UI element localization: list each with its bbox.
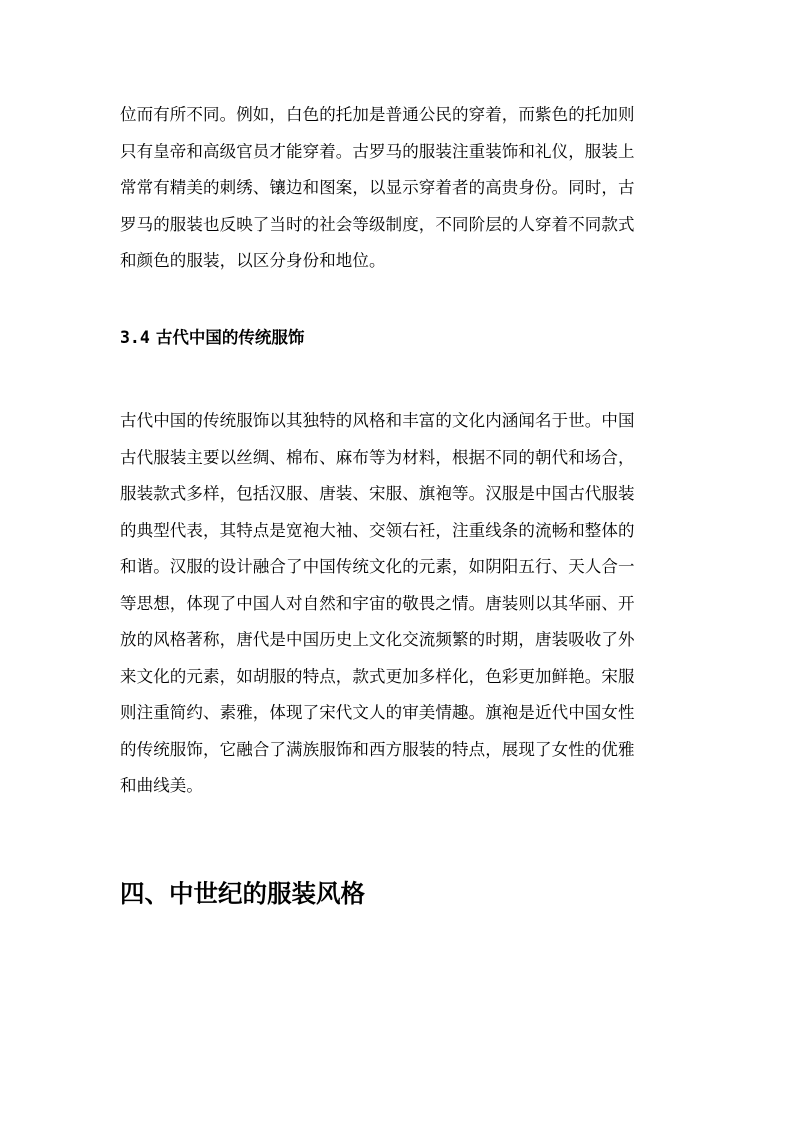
text-line: 只有皇帝和高级官员才能穿着。古罗马的服装注重装饰和礼仪，服装上	[120, 141, 635, 161]
paragraph-roman-clothing	[120, 97, 680, 280]
text-line: 常常有精美的刺绣、镶边和图案，以显示穿着者的高贵身份。同时，古	[120, 178, 635, 197]
text-line: 服装款式多样，包括汉服、唐装、宋服、旗袍等。汉服是中国古代服装	[120, 484, 635, 503]
text-line: 则注重简约、素雅，体现了宋代文人的审美情趣。旗袍是近代中国女性	[120, 703, 635, 722]
text-line: 和颜色的服装，以区分身份和地位。	[120, 251, 386, 270]
section-heading-3-4	[120, 324, 304, 352]
text-line: 和谐。汉服的设计融合了中国传统文化的元素，如阴阳五行、天人合一	[120, 557, 635, 576]
text-line: 古代中国的传统服饰以其独特的风格和丰富的文化内涵闻名于世。中国	[120, 411, 635, 430]
chapter-heading-4: 四、中世纪的服装风格	[120, 879, 365, 908]
text-line: 放的风格著称，唐代是中国历史上文化交流频繁的时期，唐装吸收了外	[120, 630, 635, 649]
paragraph-chinese-clothing	[120, 403, 680, 805]
text-line: 和曲线美。	[120, 776, 203, 795]
text-line: 的典型代表，其特点是宽袍大袖、交领右衽，注重线条的流畅和整体的	[120, 520, 635, 540]
text-line: 罗马的服装也反映了当时的社会等级制度，不同阶层的人穿着不同款式	[120, 214, 635, 234]
section-title: 古代中国的传统服饰	[155, 328, 305, 347]
text-line: 古代服装主要以丝绸、棉布、麻布等为材料，根据不同的朝代和场合，	[120, 447, 635, 467]
text-line: 来文化的元素，如胡服的特点，款式更加多样化，色彩更加鲜艳。宋服	[120, 666, 635, 686]
text-line: 位而有所不同。例如，白色的托加是普通公民的穿着，而紫色的托加则	[120, 105, 635, 124]
text-line: 等思想，体现了中国人对自然和宇宙的敬畏之情。唐装则以其华丽、开	[120, 593, 635, 613]
text-line: 的传统服饰，它融合了满族服饰和西方服装的特点，展现了女性的优雅	[120, 739, 635, 759]
section-number: 3.4	[120, 328, 150, 347]
